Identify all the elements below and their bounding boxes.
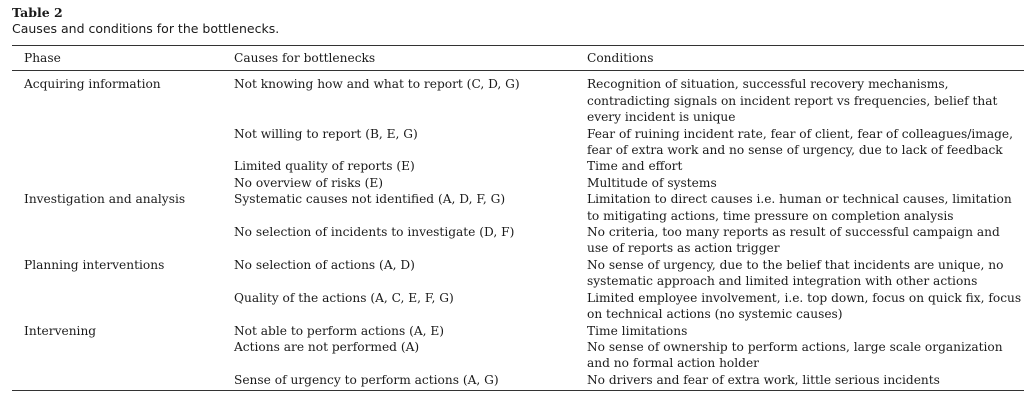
table-row xyxy=(12,323,1024,339)
cause-cell: Not able to perform actions (A, E) xyxy=(234,323,445,338)
table-header xyxy=(12,46,1024,71)
header-row xyxy=(12,46,1024,71)
phase-cell xyxy=(12,372,234,391)
table-label: Table 2 xyxy=(12,5,63,20)
cause-cell: Sense of urgency to perform actions (A, G) xyxy=(234,372,587,391)
cause-cell: Not willing to report (B, E, G) xyxy=(234,126,418,141)
condition-cell: No sense of ownership to perform actions, large scale organization and no formal action holder xyxy=(587,339,1003,371)
phase-cell xyxy=(12,224,234,257)
phase-cell xyxy=(12,290,234,323)
condition-cell: Limitation to direct causes i.e. human or technical causes, limitation to mitigating actions, time pressure on completion analysis xyxy=(587,192,1012,223)
phase-cell xyxy=(12,126,234,159)
phase-cell xyxy=(12,339,234,372)
table-row xyxy=(12,71,1024,126)
phase-cell xyxy=(12,158,234,174)
condition-cell: Time limitations xyxy=(587,323,688,338)
table-row xyxy=(12,175,1024,191)
table-row xyxy=(12,224,1024,257)
table-caption xyxy=(12,5,279,37)
header-causes: Causes for bottlenecks xyxy=(234,46,587,71)
table-row xyxy=(12,191,1024,224)
cause-cell: Systematic causes not identified (A, D, F, G) xyxy=(234,192,506,207)
cause-cell: No selection of incidents to investigate (D, F) xyxy=(234,225,515,240)
condition-cell: Recognition of situation, successful recovery mechanisms, contradicting signals on incident report vs frequencies, belief that every incident is unique xyxy=(587,77,998,125)
table-title: Causes and conditions for the bottlenecks. xyxy=(12,21,280,36)
cause-cell: No selection of actions (A, D) xyxy=(234,257,415,272)
bottlenecks-table xyxy=(12,45,1024,391)
phase-cell: Intervening xyxy=(24,323,97,338)
cause-cell: No overview of risks (E) xyxy=(234,175,384,190)
condition-cell: Limited employee involvement, i.e. top down, focus on quick fix, focus on technical actions (no systemic causes) xyxy=(587,290,1022,322)
condition-cell: No drivers and fear of extra work, little serious incidents xyxy=(587,372,1024,391)
phase-cell: Acquiring information xyxy=(24,77,161,92)
condition-cell: No sense of urgency, due to the belief that incidents are unique, no systematic approach and limited integration with other actions xyxy=(587,257,1004,289)
condition-cell: Time and effort xyxy=(587,159,683,174)
cause-cell: Actions are not performed (A) xyxy=(234,339,420,354)
phase-cell xyxy=(12,175,234,191)
table-row xyxy=(12,158,1024,174)
header-conditions: Conditions xyxy=(587,46,1024,71)
cause-cell: Quality of the actions (A, C, E, F, G) xyxy=(234,290,454,305)
table-row xyxy=(12,257,1024,290)
table-row xyxy=(12,339,1024,372)
cause-cell: Limited quality of reports (E) xyxy=(234,159,415,174)
table-row xyxy=(12,126,1024,159)
phase-cell: Investigation and analysis xyxy=(24,192,186,207)
cause-cell: Not knowing how and what to report (C, D, G) xyxy=(234,77,520,92)
condition-cell: Multitude of systems xyxy=(587,175,717,190)
header-phase: Phase xyxy=(12,46,234,71)
phase-cell: Planning interventions xyxy=(24,257,165,272)
condition-cell: No criteria, too many reports as result of successful campaign and use of reports as action trigger xyxy=(587,225,1000,256)
table-body xyxy=(12,71,1024,391)
table-row xyxy=(12,290,1024,323)
condition-cell: Fear of ruining incident rate, fear of client, fear of colleagues/image, fear of extra work and no sense of urgency, due to lack of feedback xyxy=(587,126,1014,158)
table-row xyxy=(12,372,1024,391)
